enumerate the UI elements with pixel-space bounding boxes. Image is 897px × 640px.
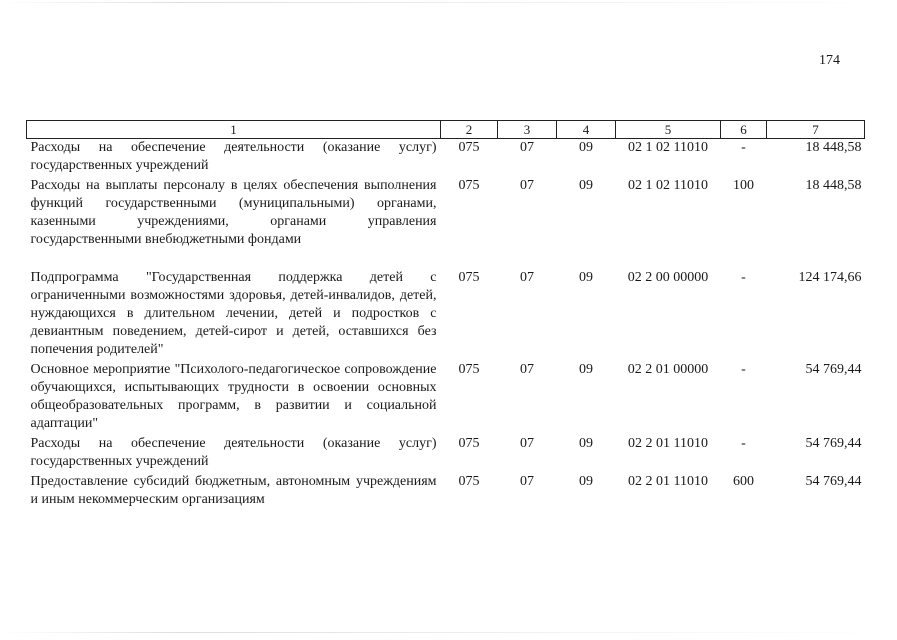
row-subsection: 09: [579, 362, 593, 377]
row-name: Подпрограмма "Государственная поддержка детей с ограниченными возможностями здоровья, детей-инвалидов, детей, нуждающихся в длительном лечении, детей и подростков с девиантным поведением, детей-сирот и детей, оставшихся без попечения родителей": [30, 270, 437, 357]
scan-artifact-top: [0, 2, 897, 3]
row-name: Расходы на обеспечение деятельности (оказание услуг) государственных учреждений: [30, 436, 437, 469]
row-ministry: 075: [458, 270, 480, 285]
spacer-row: [27, 251, 865, 269]
table-row: [27, 269, 865, 361]
scan-artifact-bottom: [0, 632, 897, 633]
row-amount: 124 174,66: [798, 270, 862, 285]
header-col-6: 6: [721, 121, 767, 139]
row-target-article: 02 1 02 11010: [628, 178, 708, 193]
row-subsection: 09: [579, 270, 593, 285]
header-col-5: 5: [616, 121, 721, 139]
row-subsection: 09: [579, 474, 593, 489]
row-target-article: 02 1 02 11010: [628, 140, 708, 155]
row-expense-type: -: [741, 362, 746, 377]
row-section: 07: [520, 474, 534, 489]
row-section: 07: [520, 178, 534, 193]
row-expense-type: -: [741, 436, 746, 451]
table-row: [27, 361, 865, 435]
row-amount: 18 448,58: [805, 178, 862, 193]
table-row: [27, 177, 865, 251]
row-name: Расходы на выплаты персоналу в целях обеспечения выполнения функций государственными (муниципальными) органами, казенными учреждениями, органами управления государственными внебюджетными фондами: [30, 178, 437, 247]
row-amount: 54 769,44: [805, 436, 862, 451]
header-col-1: 1: [27, 121, 441, 139]
header-col-4: 4: [557, 121, 616, 139]
row-target-article: 02 2 01 11010: [628, 436, 708, 451]
row-target-article: 02 2 00 00000: [627, 270, 709, 285]
row-section: 07: [520, 270, 534, 285]
row-name: Расходы на обеспечение деятельности (оказание услуг) государственных учреждений: [30, 140, 437, 173]
row-ministry: 075: [458, 140, 480, 155]
header-col-3: 3: [498, 121, 557, 139]
budget-table: [26, 120, 865, 511]
row-name: Основное мероприятие "Психолого-педагогическое сопровождение обучающихся, испытывающих трудности в освоении основных общеобразовательных программ, в развитии и социальной адаптации": [30, 362, 437, 431]
table-row: [27, 473, 865, 511]
row-ministry: 075: [458, 436, 480, 451]
table-row: [27, 435, 865, 473]
header-row: [27, 121, 865, 139]
row-subsection: 09: [579, 436, 593, 451]
row-amount: 54 769,44: [805, 474, 862, 489]
row-expense-type: 600: [733, 474, 754, 489]
page-number: 174: [819, 53, 840, 68]
row-ministry: 075: [458, 178, 480, 193]
row-name: Предоставление субсидий бюджетным, автономным учреждениям и иным некоммерческим организациям: [30, 474, 437, 507]
row-expense-type: -: [741, 140, 746, 155]
row-subsection: 09: [579, 140, 593, 155]
row-amount: 18 448,58: [805, 140, 862, 155]
row-target-article: 02 2 01 00000: [627, 362, 709, 377]
row-ministry: 075: [458, 362, 480, 377]
header-col-7: 7: [767, 121, 865, 139]
row-section: 07: [520, 436, 534, 451]
row-amount: 54 769,44: [805, 362, 862, 377]
table-row: [27, 139, 865, 178]
row-section: 07: [520, 362, 534, 377]
row-target-article: 02 2 01 11010: [628, 474, 708, 489]
row-expense-type: 100: [733, 178, 754, 193]
row-ministry: 075: [458, 474, 480, 489]
row-section: 07: [520, 140, 534, 155]
header-col-2: 2: [441, 121, 498, 139]
row-subsection: 09: [579, 178, 593, 193]
row-expense-type: -: [741, 270, 746, 285]
